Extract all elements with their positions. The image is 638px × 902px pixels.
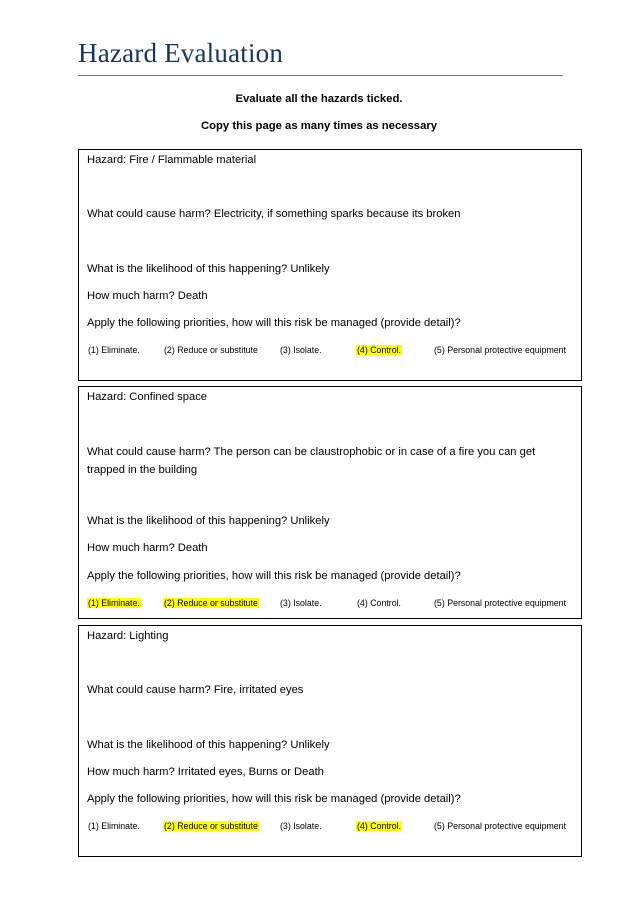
priority-eliminate: (1) Eliminate. <box>88 821 140 831</box>
instruction-evaluate: Evaluate all the hazards ticked. <box>235 93 403 105</box>
apply-priorities-text: Apply the following priorities, how will this risk be managed (provide detail)? <box>87 570 461 582</box>
likelihood-text: What is the likelihood of this happening? Unlikely <box>87 515 330 527</box>
hazard-box-fire <box>78 149 582 381</box>
harm-text: How much harm? Death <box>87 290 208 302</box>
priority-isolate: (3) Isolate. <box>280 821 322 831</box>
priority-eliminate: (1) Eliminate. <box>88 345 140 355</box>
hazard-name: Hazard: Fire / Flammable material <box>87 154 257 166</box>
priority-control: (4) Control. <box>357 345 401 355</box>
hazard-box-lighting <box>78 625 582 857</box>
priority-ppe: (5) Personal protective equipment <box>434 598 567 608</box>
cause-text: What could cause harm? Fire, irritated eyes <box>87 684 304 696</box>
apply-priorities-text: Apply the following priorities, how will this risk be managed (provide detail)? <box>87 317 461 329</box>
priority-isolate: (3) Isolate. <box>280 345 322 355</box>
priority-options <box>87 345 577 359</box>
page-title: Hazard Evaluation <box>78 38 284 68</box>
priority-reduce: (2) Reduce or substitute <box>164 345 258 355</box>
likelihood-text: What is the likelihood of this happening? Unlikely <box>87 263 330 275</box>
apply-priorities-text: Apply the following priorities, how will this risk be managed (provide detail)? <box>87 793 461 805</box>
hazard-name: Hazard: Lighting <box>87 630 169 642</box>
instruction-copy: Copy this page as many times as necessary <box>200 120 438 132</box>
title-underline <box>78 75 563 76</box>
priority-ppe: (5) Personal protective equipment <box>434 821 567 831</box>
likelihood-text: What is the likelihood of this happening? Unlikely <box>87 739 330 751</box>
priority-options <box>87 821 577 835</box>
priority-eliminate: (1) Eliminate. <box>88 598 140 608</box>
priority-options <box>87 598 577 612</box>
harm-text: How much harm? Death <box>87 542 208 554</box>
priority-control: (4) Control. <box>357 598 401 608</box>
cause-text: What could cause harm? The person can be claustrophobic or in case of a fire you can get trapped in the building <box>87 446 536 476</box>
hazard-name: Hazard: Confined space <box>87 391 208 403</box>
priority-control: (4) Control. <box>357 821 401 831</box>
priority-isolate: (3) Isolate. <box>280 598 322 608</box>
priority-ppe: (5) Personal protective equipment <box>434 345 567 355</box>
harm-text: How much harm? Irritated eyes, Burns or Death <box>87 766 324 778</box>
hazard-box-confined-space <box>78 386 582 619</box>
priority-reduce: (2) Reduce or substitute <box>164 821 258 831</box>
cause-text: What could cause harm? Electricity, if something sparks because its broken <box>87 208 461 220</box>
priority-reduce: (2) Reduce or substitute <box>164 598 258 608</box>
